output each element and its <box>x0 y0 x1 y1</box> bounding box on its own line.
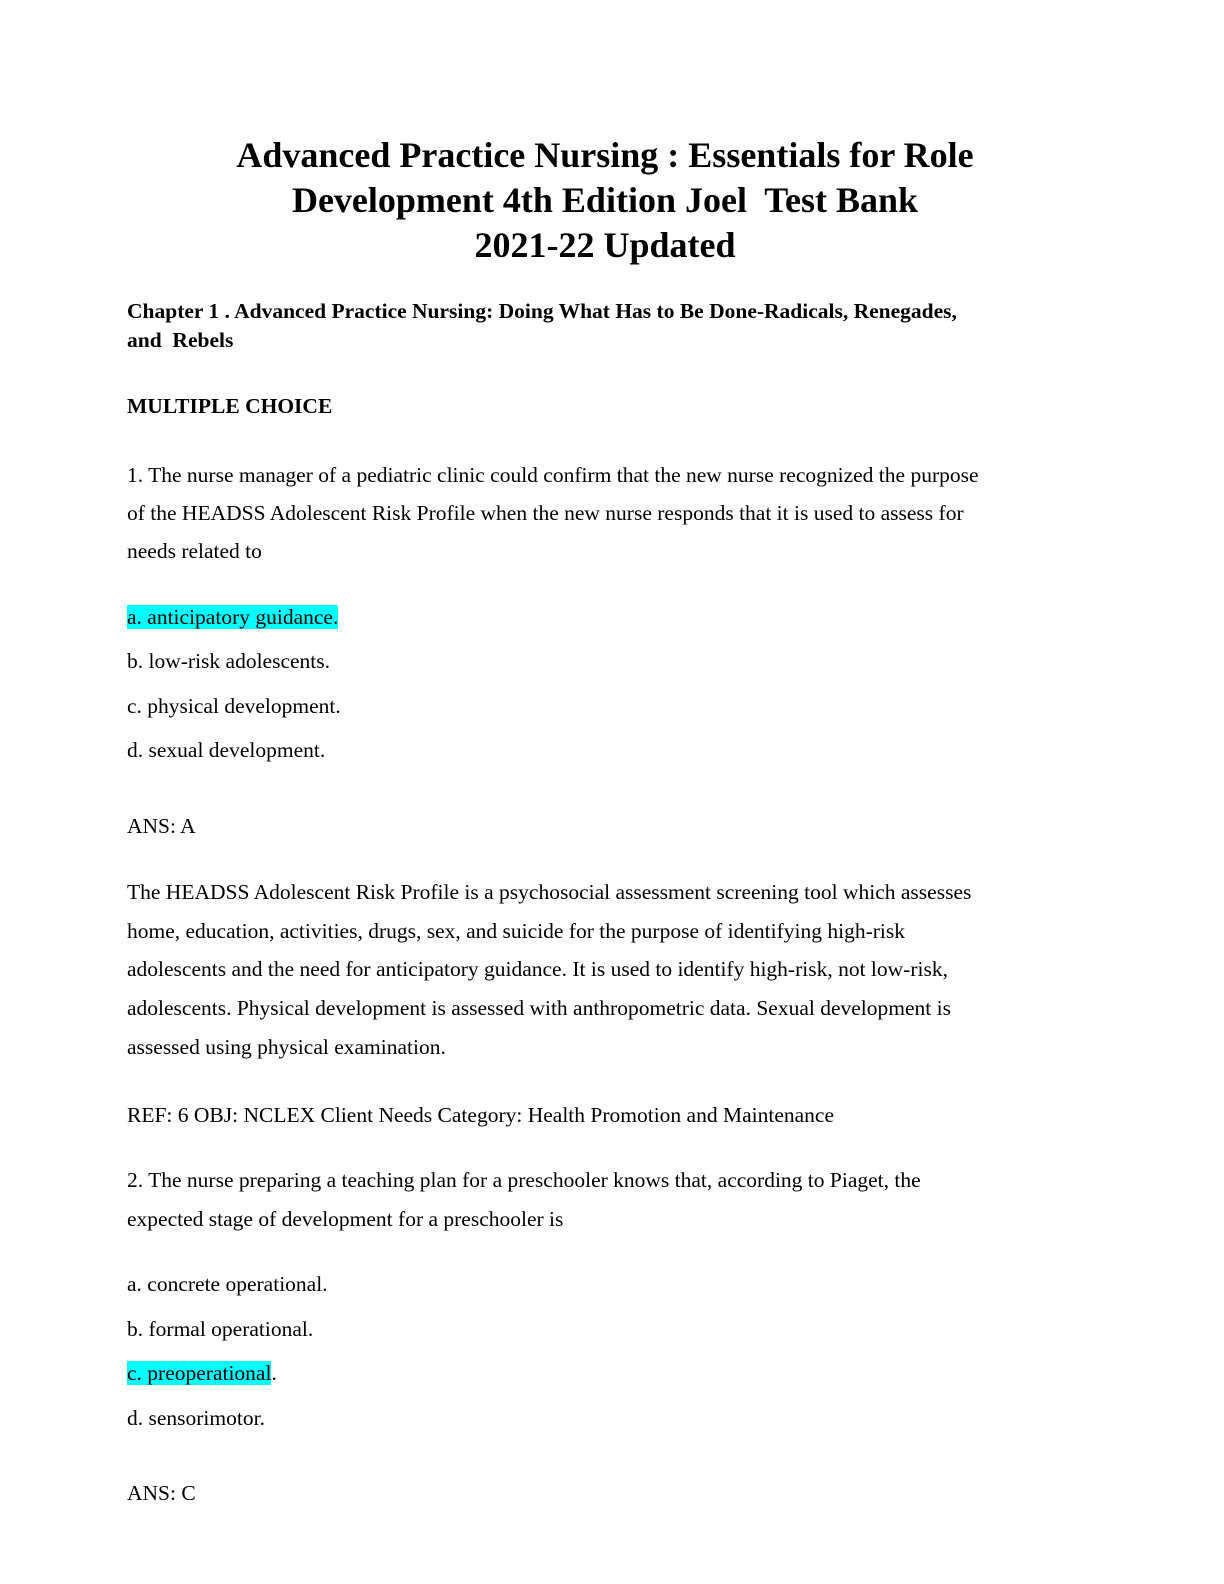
question-1-option-a <box>127 603 338 631</box>
question-1-option-d: d. sexual development. <box>127 738 326 762</box>
question-1-answer: ANS: A <box>127 814 196 838</box>
question-1-stem-line-3: needs related to <box>127 539 262 563</box>
question-1-rationale-line-3: adolescents and the need for anticipatory guidance. It is used to identify high-risk, not low-risk, <box>127 957 948 981</box>
question-1-rationale-line-1: The HEADSS Adolescent Risk Profile is a psychosocial assessment screening tool which assesses <box>127 880 972 904</box>
title-line-2: Development 4th Edition Joel Test Bank <box>291 180 919 220</box>
document-title <box>150 133 1060 268</box>
option-suffix: . <box>271 1361 277 1385</box>
chapter-line-2: and Rebels <box>127 328 234 352</box>
question-1-stem-line-2: of the HEADSS Adolescent Risk Profile when the new nurse responds that it is used to assess for <box>127 501 964 525</box>
question-1-option-b: b. low-risk adolescents. <box>127 649 331 673</box>
section-heading: MULTIPLE CHOICE <box>127 394 333 418</box>
answer-highlight: a. anticipatory guidance. <box>127 605 339 629</box>
question-1-rationale-line-2: home, education, activities, drugs, sex, and suicide for the purpose of identifying high-risk <box>127 919 905 943</box>
question-1-reference: REF: 6 OBJ: NCLEX Client Needs Category: Health Promotion and Maintenance <box>127 1103 835 1127</box>
title-line-1: Advanced Practice Nursing : Essentials for Role <box>236 135 974 175</box>
question-2-stem-line-1: 2. The nurse preparing a teaching plan for a preschooler knows that, according to Piaget, the <box>127 1168 921 1192</box>
question-1-option-c: c. physical development. <box>127 694 341 718</box>
question-1-rationale-line-5: assessed using physical examination. <box>127 1035 446 1059</box>
question-2-option-a: a. concrete operational. <box>127 1272 328 1296</box>
chapter-heading <box>127 297 1087 355</box>
question-1-rationale-line-4: adolescents. Physical development is assessed with anthropometric data. Sexual development is <box>127 996 951 1020</box>
question-2-stem-line-2: expected stage of development for a preschooler is <box>127 1207 564 1231</box>
title-line-3: 2021-22 Updated <box>474 225 736 265</box>
question-1-stem-line-1: 1. The nurse manager of a pediatric clinic could confirm that the new nurse recognized the purpose <box>127 463 979 487</box>
answer-highlight: c. preoperational <box>127 1361 272 1385</box>
question-2-option-d: d. sensorimotor. <box>127 1406 265 1430</box>
question-2-option-b: b. formal operational. <box>127 1317 314 1341</box>
chapter-line-1: Chapter 1 . Advanced Practice Nursing: Doing What Has to Be Done-Radicals, Renegades, <box>127 299 957 323</box>
question-2-option-c <box>127 1359 277 1387</box>
question-2-answer: ANS: C <box>127 1481 196 1505</box>
